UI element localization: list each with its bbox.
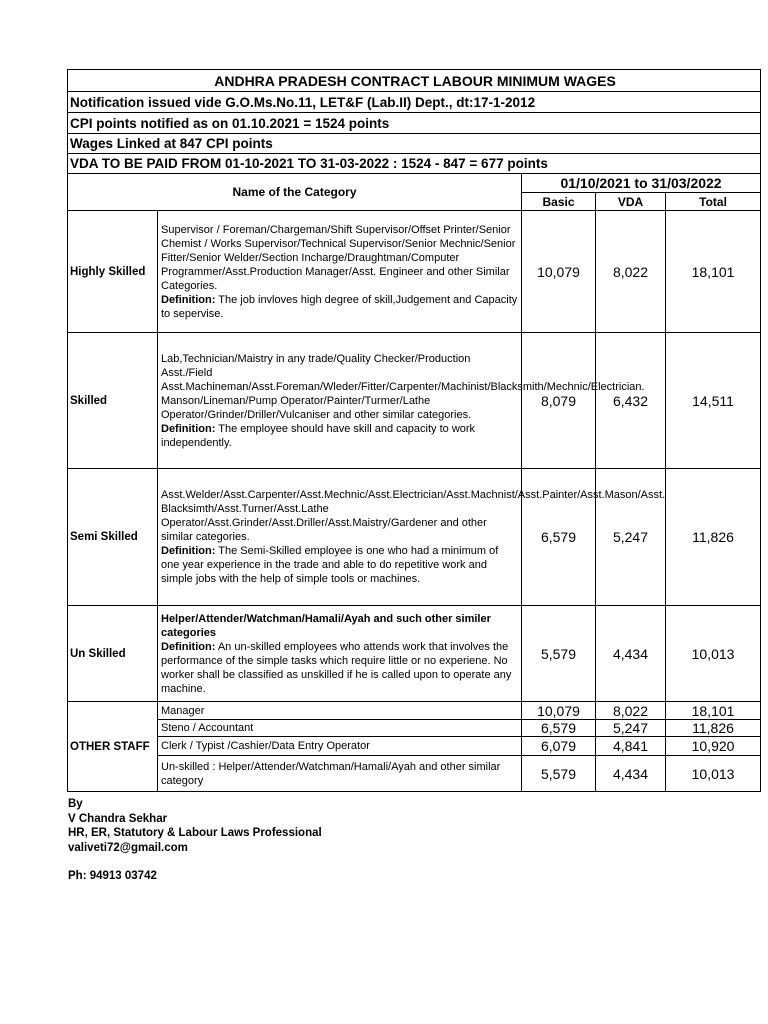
document-title: ANDHRA PRADESH CONTRACT LABOUR MINIMUM WAGES bbox=[68, 70, 761, 92]
category-description: Helper/Attender/Watchman/Hamali/Ayah and such other similer categories Definition: An un-skilled employees who attends work that involves the performance of the simple tasks which require little or no experiene. No worker shall be classified as unskilled if he is called upon to operate any machine. bbox=[158, 606, 522, 702]
table-row bbox=[68, 702, 761, 720]
staff-description: Manager bbox=[158, 702, 522, 720]
author-phone: Ph: 94913 03742 bbox=[68, 870, 157, 882]
vda-period-line: VDA TO BE PAID FROM 01-10-2021 TO 31-03-2022 : 1524 - 847 = 677 points bbox=[68, 154, 761, 174]
author-email[interactable]: valiveti72@gmail.com bbox=[68, 841, 188, 854]
other-staff-label: OTHER STAFF bbox=[68, 702, 158, 792]
table-row bbox=[68, 333, 761, 469]
basic-value: 6,579 bbox=[522, 469, 596, 606]
table-row bbox=[68, 469, 761, 606]
vda-value: 6,432 bbox=[596, 333, 666, 469]
vda-value: 4,434 bbox=[596, 606, 666, 702]
notification-line: Notification issued vide G.O.Ms.No.11, LET&F (Lab.II) Dept., dt:17-1-2012 bbox=[68, 92, 761, 113]
basic-value: 10,079 bbox=[522, 211, 596, 333]
category-name: Semi Skilled bbox=[68, 469, 158, 606]
category-description: Asst.Welder/Asst.Carpenter/Asst.Mechnic/Asst.Electrician/Asst.Machnist/Asst.Painter/Asst.Mason/Asst. Blacksimth/Asst.Turner/Asst.Lathe Operator/Asst.Grinder/Asst.Driller/Asst.Maistry/Gardener and other similar categories. Definition: The Semi-Skilled employee is one who had a minimum of one year experience in the trade and able to do repetitive work and simple jobs with the help of simple tools or machines. bbox=[158, 469, 522, 606]
staff-description: Steno / Accountant bbox=[158, 720, 522, 737]
basic-value: 5,579 bbox=[522, 756, 596, 792]
category-name: Un Skilled bbox=[68, 606, 158, 702]
total-column-header: Total bbox=[666, 193, 761, 211]
table-row bbox=[68, 211, 761, 333]
definition-label: Definition: bbox=[161, 293, 216, 306]
table-row bbox=[68, 606, 761, 702]
by-label: By bbox=[68, 798, 83, 810]
basic-value: 8,079 bbox=[522, 333, 596, 469]
vda-value: 4,841 bbox=[596, 737, 666, 756]
vda-value: 8,022 bbox=[596, 211, 666, 333]
definition-label: Definition: bbox=[161, 545, 216, 557]
definition-label: Definition: bbox=[161, 422, 216, 435]
spacer bbox=[68, 855, 322, 869]
author-footer bbox=[68, 797, 322, 884]
cpi-notified-line: CPI points notified as on 01.10.2021 = 1524 points bbox=[68, 113, 761, 134]
category-name: Skilled bbox=[68, 333, 158, 469]
total-value: 10,013 bbox=[666, 756, 761, 792]
definition-label: Definition: bbox=[161, 640, 216, 653]
author-role: HR, ER, Statutory & Labour Laws Professional bbox=[68, 827, 322, 839]
category-description: Lab,Technician/Maistry in any trade/Quality Checker/Production Asst./Field Asst.Machineman/Asst.Foreman/Wleder/Fitter/Carpenter/Machinist/Blacksmith/Mechnic/Electrician. Manson/Lineman/Pump Operator/Painter/Turmer/Lathe Operator/Grinder/Driller/Vulcaniser and other similar categories. Definition: The employee should have skill and capacity to work independently. bbox=[158, 333, 522, 469]
vda-value: 8,022 bbox=[596, 702, 666, 720]
basic-column-header: Basic bbox=[522, 193, 596, 211]
total-value: 10,013 bbox=[666, 606, 761, 702]
total-value: 18,101 bbox=[666, 702, 761, 720]
category-name: Highly Skilled bbox=[68, 211, 158, 333]
staff-description: Un-skilled : Helper/Attender/Watchman/Hamali/Ayah and other similar category bbox=[158, 756, 522, 792]
table-row bbox=[68, 756, 761, 792]
vda-value: 5,247 bbox=[596, 469, 666, 606]
total-value: 11,826 bbox=[666, 720, 761, 737]
table-row bbox=[68, 737, 761, 756]
basic-value: 6,579 bbox=[522, 720, 596, 737]
category-column-header: Name of the Category bbox=[68, 174, 522, 211]
total-value: 11,826 bbox=[666, 469, 761, 606]
basic-value: 6,079 bbox=[522, 737, 596, 756]
vda-column-header: VDA bbox=[596, 193, 666, 211]
vda-value: 4,434 bbox=[596, 756, 666, 792]
total-value: 10,920 bbox=[666, 737, 761, 756]
total-value: 18,101 bbox=[666, 211, 761, 333]
basic-value: 10,079 bbox=[522, 702, 596, 720]
wages-table bbox=[67, 69, 761, 792]
table-row bbox=[68, 720, 761, 737]
author-name: V Chandra Sekhar bbox=[68, 812, 168, 825]
staff-description: Clerk / Typist /Cashier/Data Entry Operator bbox=[158, 737, 522, 756]
wages-linked-line: Wages Linked at 847 CPI points bbox=[68, 134, 761, 154]
basic-value: 5,579 bbox=[522, 606, 596, 702]
total-value: 14,511 bbox=[666, 333, 761, 469]
vda-value: 5,247 bbox=[596, 720, 666, 737]
period-header: 01/10/2021 to 31/03/2022 bbox=[522, 174, 761, 193]
category-description: Supervisor / Foreman/Chargeman/Shift Supervisor/Offset Printer/Senior Chemist / Works Supervisor/Technical Supervisor/Senior Mechnic/Senior Fitter/Senior Welder/Section Incharge/Draughtman/Computer Programmer/Asst.Production Manager/Asst. Engineer and other Similar Categories. Definition: The job invloves high degree of skill,Judgement and Capacity to sepervise. bbox=[158, 211, 522, 333]
